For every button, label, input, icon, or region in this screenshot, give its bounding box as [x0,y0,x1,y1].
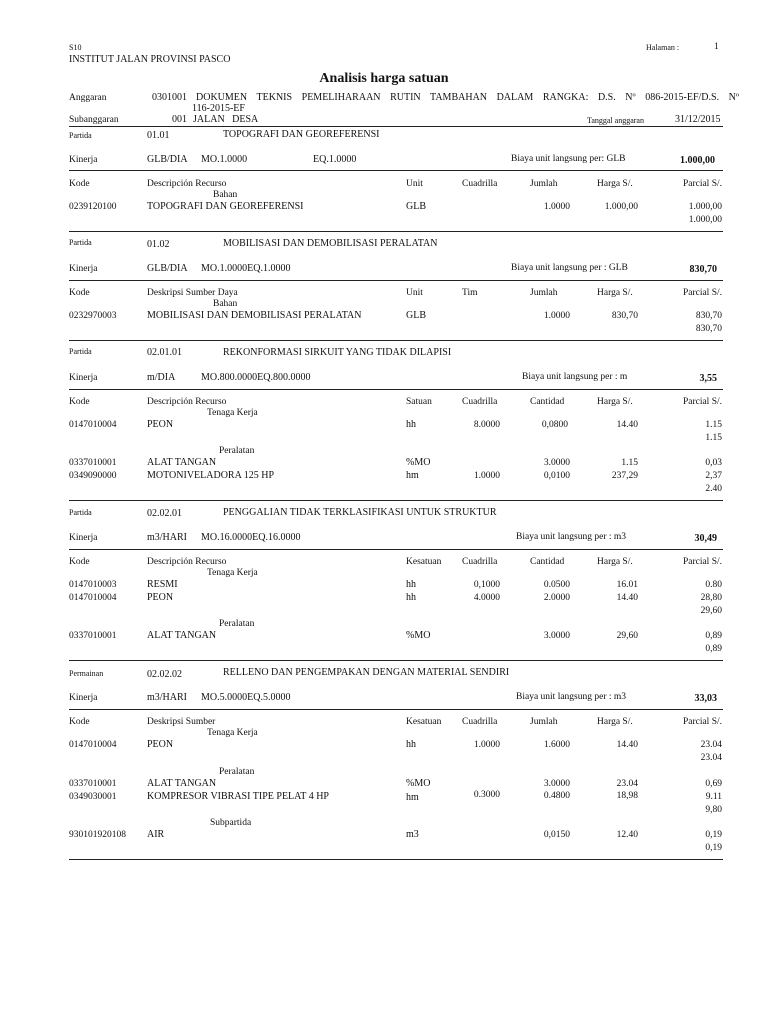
section-divider [69,859,723,860]
section-divider [69,549,723,550]
section-code: 01.02 [147,239,170,250]
row-description: PEON [147,419,174,430]
row-description: PEON [147,739,174,750]
unit-cost-value: 30,49 [694,533,717,544]
row-price: 23.04 [616,779,638,789]
row-qty: 0.4800 [543,791,570,801]
row-kode: 0147010004 [69,593,117,603]
section-divider [69,660,723,661]
col-qty: Cantidad [530,557,565,567]
row-crew: 4.0000 [473,593,500,603]
row-price: 830,70 [611,311,638,321]
row-partial: 28,80 [700,593,722,603]
page-title: Analisis harga satuan [319,71,449,86]
row-description: KOMPRESOR VIBRASI TIPE PELAT 4 HP [147,791,329,802]
col-kode: Kode [69,288,90,298]
group-label: Subpartida [210,818,252,828]
section-divider [69,340,723,341]
row-partial: 0,69 [705,779,722,789]
col-price: Harga S/. [597,717,633,727]
row-kode: 0349090000 [69,471,117,481]
group-subtotal: 1.15 [705,433,722,443]
col-partial: Parcial S/. [682,179,722,189]
row-price: 1.000,00 [604,202,638,212]
row-partial: 0,03 [705,458,722,468]
row-qty: 0.0500 [543,580,570,590]
row-description: ALAT TANGAN [147,457,217,468]
row-unit: %MO [406,457,431,468]
row-description: RESMI [147,579,178,590]
performance-mo: MO.800.0000EQ.800.0000 [201,372,311,383]
row-crew: 1.0000 [473,740,500,750]
subbudget-label: Subanggaran [69,115,119,125]
unit-cost-value: 33,03 [694,693,717,704]
row-description: AIR [147,829,165,840]
section-divider [69,231,723,232]
col-crew: Cuadrilla [462,717,498,727]
row-qty: 1.0000 [543,311,570,321]
row-crew: 1.0000 [473,471,500,481]
row-unit: hm [406,792,419,803]
col-partial: Parcial S/. [682,288,722,298]
col-partial: Parcial S/. [682,717,722,727]
row-price: 1.15 [621,458,638,468]
col-crew: Cuadrilla [462,397,498,407]
group-subtotal: 2.40 [705,484,722,494]
subbudget-code: 001 [172,114,187,125]
row-qty: 1.6000 [543,740,570,750]
group-label: Tenaga Kerja [207,408,258,418]
unit-cost-label: Biaya unit langsung per : m3 [516,692,627,702]
row-kode: 0349030001 [69,792,117,802]
col-qty: Cantidad [530,397,565,407]
col-qty: Jumlah [530,288,558,298]
col-price: Harga S/. [597,179,633,189]
performance-unit: GLB/DIA [147,263,188,274]
group-label: Tenaga Kerja [207,568,258,578]
col-description: Descripción Recurso [147,179,227,189]
group-label: Bahan [213,299,238,309]
performance-unit: m3/HARI [147,692,187,703]
group-subtotal: 0,19 [705,843,722,853]
row-qty: 3.0000 [543,458,570,468]
row-kode: 0337010001 [69,631,117,641]
section-divider [69,280,723,281]
row-crew: 0,1000 [473,580,500,590]
row-partial: 0.80 [705,580,722,590]
page-label: Halaman : [646,43,680,52]
col-qty: Jumlah [530,717,558,727]
row-price: 12.40 [616,830,638,840]
row-unit: %MO [406,630,431,641]
row-unit: hm [406,470,419,481]
row-unit: GLB [406,201,426,212]
group-subtotal: 830,70 [695,324,722,334]
institution-name: INSTITUT JALAN PROVINSI PASCO [69,54,231,65]
date-label: Tanggal anggaran [587,116,644,125]
performance-mo: MO.1.0000EQ.1.0000 [201,263,291,274]
unit-cost-value: 1.000,00 [680,155,715,166]
header-divider [69,126,723,127]
unit-cost-label: Biaya unit langsung per: GLB [511,154,626,164]
row-unit: m3 [406,829,419,840]
row-description: MOTONIVELADORA 125 HP [147,470,275,481]
unit-cost-label: Biaya unit langsung per : m [522,372,628,382]
row-description: ALAT TANGAN [147,630,217,641]
col-unit: Kesatuan [406,557,442,567]
group-label: Peralatan [219,619,255,629]
col-price: Harga S/. [597,288,633,298]
group-subtotal: 29,60 [700,606,722,616]
performance-mo: MO.1.0000 [201,154,248,165]
section-code: 02.01.01 [147,347,182,358]
section-code: 02.02.02 [147,669,182,680]
col-partial: Parcial S/. [682,397,722,407]
group-label: Peralatan [219,446,255,456]
col-kode: Kode [69,179,90,189]
row-price: 14.40 [616,740,638,750]
col-kode: Kode [69,557,90,567]
row-price: 29,60 [616,631,638,641]
section-code: 01.01 [147,130,170,141]
group-subtotal: 23.04 [700,753,722,763]
row-qty: 0,0100 [543,471,570,481]
row-kode: 0232970003 [69,311,117,321]
col-price: Harga S/. [597,397,633,407]
budget-description-cont: 116-2015-EF [192,103,245,114]
group-subtotal: 1.000,00 [688,215,722,225]
group-label: Bahan [213,190,238,200]
row-description: ALAT TANGAN [147,778,217,789]
page-number: 1 [714,42,719,52]
row-kode: 0337010001 [69,779,117,789]
budget-code: 0301001 [152,92,187,103]
col-price: Harga S/. [597,557,633,567]
row-kode: 0239120100 [69,202,117,212]
performance-mo: MO.16.0000EQ.16.0000 [201,532,301,543]
col-partial: Parcial S/. [682,557,722,567]
col-description: Descripción Recurso [147,397,227,407]
col-crew: Tim [462,288,478,298]
group-label: Tenaga Kerja [207,728,258,738]
row-qty: 2.0000 [543,593,570,603]
row-partial: 1.15 [705,420,722,430]
date-value: 31/12/2015 [675,114,721,125]
col-unit: Unit [406,179,423,189]
col-unit: Unit [406,288,423,298]
group-label: Peralatan [219,767,255,777]
performance-unit: m3/HARI [147,532,187,543]
row-unit: GLB [406,310,426,321]
row-partial: 9.11 [705,792,722,802]
section-divider [69,709,723,710]
col-qty: Jumlah [530,179,558,189]
row-partial: 2,37 [705,471,722,481]
group-subtotal: 0,89 [705,644,722,654]
col-description: Deskripsi Sumber Daya [147,288,238,298]
row-price: 16.01 [616,580,638,590]
row-crew: 0.3000 [473,790,500,800]
row-description: PEON [147,592,174,603]
subbudget-description: JALAN DESA [193,114,259,125]
report-code: S10 [69,43,82,52]
kinerja-label: Kinerja [69,373,98,383]
row-description: MOBILISASI DAN DEMOBILISASI PERALATAN [147,310,362,321]
unit-cost-value: 3,55 [699,373,717,384]
kinerja-label: Kinerja [69,155,98,165]
row-price: 18,98 [616,791,638,801]
performance-unit: GLB/DIA [147,154,188,165]
kinerja-label: Kinerja [69,264,98,274]
row-kode: 0147010004 [69,740,117,750]
row-qty: 0,0150 [543,830,570,840]
row-kode: 0337010001 [69,458,117,468]
col-unit: Kesatuan [406,717,442,727]
row-qty: 3.0000 [543,631,570,641]
row-partial: 1.000,00 [688,202,722,212]
unit-cost-label: Biaya unit langsung per : GLB [511,263,628,273]
row-qty: 3.0000 [543,779,570,789]
row-price: 237,29 [611,471,638,481]
row-kode: 930101920108 [69,830,126,840]
budget-description: DOKUMEN TEKNIS PEMELIHARAAN RUTIN TAMBAHAN DALAM RANGKA: D.S. Nº 086-2015-EF/D.S. Nº [196,92,739,103]
row-kode: 0147010004 [69,420,117,430]
performance-mo: MO.5.0000EQ.5.0000 [201,692,291,703]
row-unit: hh [406,592,416,603]
col-kode: Kode [69,717,90,727]
col-crew: Cuadrilla [462,179,498,189]
section-type-label: Partida [69,131,92,140]
row-unit: hh [406,579,416,590]
section-type-label: Partida [69,508,92,517]
row-qty: 1.0000 [543,202,570,212]
row-crew: 8.0000 [473,420,500,430]
section-name: MOBILISASI DAN DEMOBILISASI PERALATAN [223,238,438,249]
section-code: 02.02.01 [147,508,182,519]
budget-label: Anggaran [69,93,107,103]
row-price: 14.40 [616,593,638,603]
col-kode: Kode [69,397,90,407]
row-kode: 0147010003 [69,580,117,590]
row-unit: hh [406,739,416,750]
row-unit: %MO [406,778,431,789]
group-subtotal: 9,80 [705,805,722,815]
kinerja-label: Kinerja [69,693,98,703]
row-partial: 0,89 [705,631,722,641]
unit-cost-label: Biaya unit langsung per : m3 [516,532,627,542]
performance-unit: m/DIA [147,372,176,383]
row-price: 14.40 [616,420,638,430]
section-type-label: Partida [69,347,92,356]
row-partial: 830,70 [695,311,722,321]
kinerja-label: Kinerja [69,533,98,543]
row-partial: 0,19 [705,830,722,840]
row-qty: 0,0800 [541,420,568,430]
section-divider [69,500,723,501]
section-name: RELLENO DAN PENGEMPAKAN DENGAN MATERIAL SENDIRI [223,667,510,678]
row-partial: 23.04 [700,740,722,750]
section-name: PENGGALIAN TIDAK TERKLASIFIKASI UNTUK STRUKTUR [223,507,497,518]
col-unit: Satuan [406,397,432,407]
row-unit: hh [406,419,416,430]
col-description: Deskripsi Sumber [147,717,216,727]
section-divider [69,170,723,171]
row-description: TOPOGRAFI DAN GEOREFERENSI [147,201,304,212]
section-type-label: Permainan [69,669,104,678]
section-name: REKONFORMASI SIRKUIT YANG TIDAK DILAPISI [223,347,452,358]
col-crew: Cuadrilla [462,557,498,567]
section-name: TOPOGRAFI DAN GEOREFERENSI [223,129,380,140]
col-description: Descripción Recurso [147,557,227,567]
performance-eq: EQ.1.0000 [313,154,357,165]
section-divider [69,389,723,390]
unit-cost-value: 830,70 [689,264,717,275]
section-type-label: Partida [69,238,92,247]
